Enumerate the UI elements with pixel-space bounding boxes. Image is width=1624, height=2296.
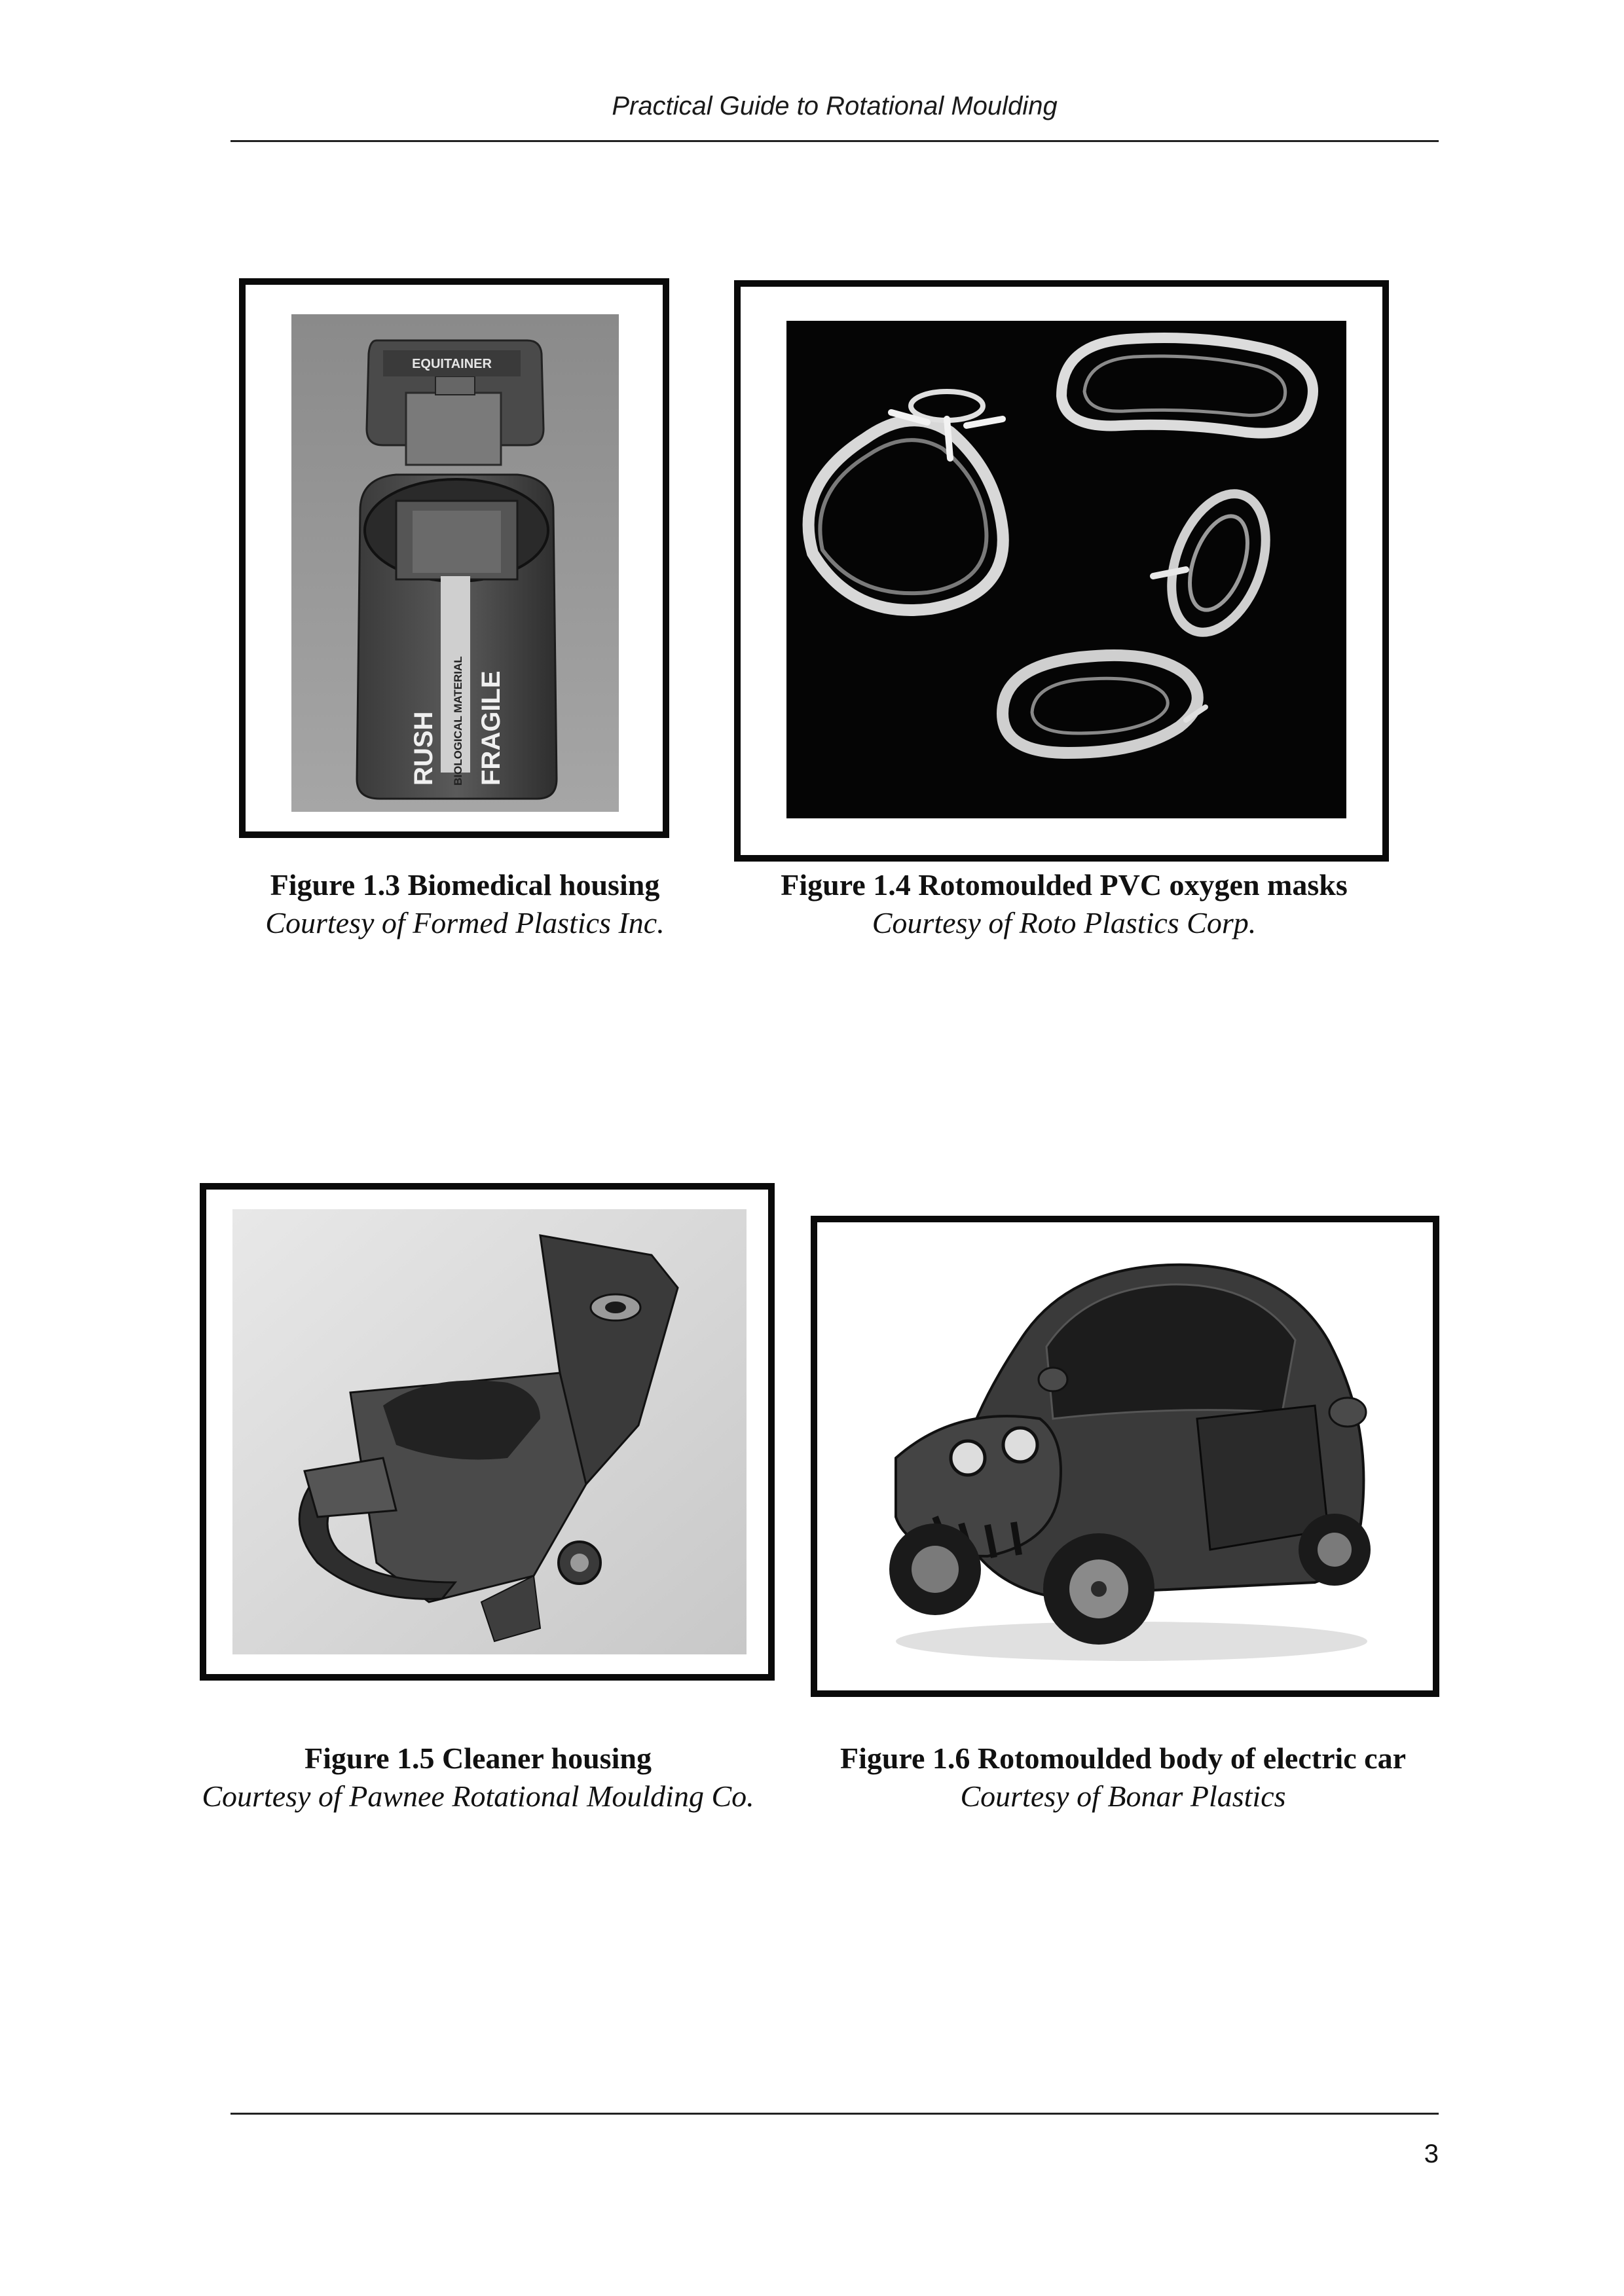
label-fragile: FRAGILE bbox=[477, 670, 506, 786]
header-rule bbox=[231, 140, 1439, 142]
oxygen-masks-photo bbox=[786, 321, 1346, 818]
footer-rule bbox=[231, 2113, 1439, 2115]
figure-1-5-caption bbox=[164, 1740, 792, 1815]
figure-title: Figure 1.5 Cleaner housing bbox=[304, 1741, 652, 1775]
figure-title: Figure 1.6 Rotomoulded body of electric car bbox=[840, 1741, 1407, 1775]
figure-1-3-caption bbox=[239, 866, 691, 942]
label-rush: RUSH bbox=[409, 711, 438, 786]
figure-1-5-frame bbox=[200, 1183, 775, 1681]
figure-title: Figure 1.4 Rotomoulded PVC oxygen masks bbox=[781, 868, 1348, 902]
figure-credit: Courtesy of Roto Plastics Corp. bbox=[872, 906, 1257, 939]
electric-car-photo bbox=[857, 1242, 1393, 1674]
figure-credit: Courtesy of Bonar Plastics bbox=[960, 1779, 1286, 1813]
page-number: 3 bbox=[1424, 2140, 1439, 2168]
label-equitainer: EQUITAINER bbox=[412, 357, 492, 371]
figure-1-4-caption bbox=[727, 866, 1401, 942]
figure-credit: Courtesy of Formed Plastics Inc. bbox=[265, 906, 665, 939]
biomedical-housing-photo bbox=[291, 314, 619, 812]
figure-credit: Courtesy of Pawnee Rotational Moulding Co. bbox=[202, 1779, 754, 1813]
cleaner-housing-photo bbox=[232, 1209, 747, 1654]
figure-1-3-frame bbox=[239, 278, 669, 838]
label-biological-material: BIOLOGICAL MATERIAL bbox=[452, 656, 464, 786]
figure-1-6-frame bbox=[811, 1216, 1439, 1697]
figure-title: Figure 1.3 Biomedical housing bbox=[270, 868, 660, 902]
running-title: Practical Guide to Rotational Moulding bbox=[612, 92, 1058, 120]
figure-1-6-caption bbox=[783, 1740, 1464, 1815]
figure-1-4-frame bbox=[734, 280, 1389, 862]
